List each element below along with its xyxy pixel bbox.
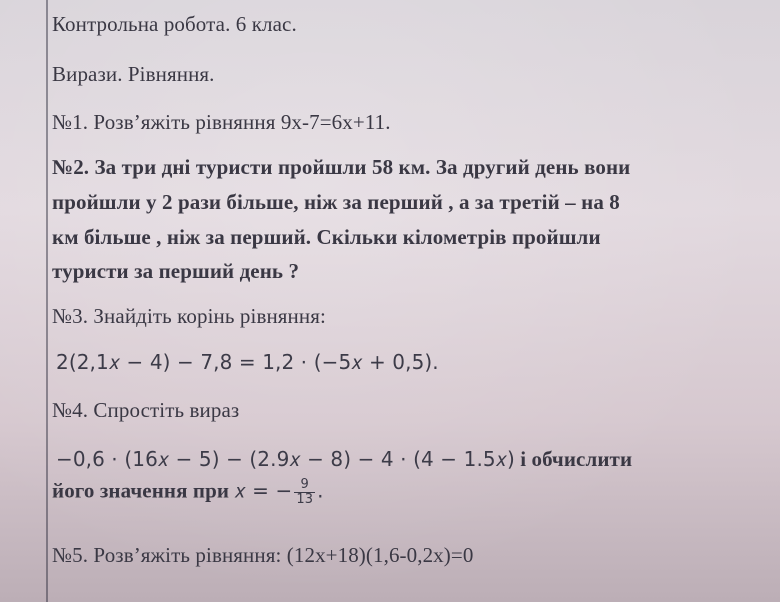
task-4-tail: і обчислити xyxy=(514,447,633,471)
task-2-line-3: км більше , ніж за перший. Скільки кілометрів пройшли xyxy=(52,225,601,249)
task-4-value-line xyxy=(52,478,324,507)
task-4-label: №4. Спростіть вираз xyxy=(52,398,240,422)
task-4-variable: 𝑥 = − xyxy=(234,478,293,503)
task-1: №1. Розв’яжіть рівняння 9х-7=6х+11. xyxy=(52,110,391,134)
task-4-end: . xyxy=(317,478,324,503)
task-4-expression: −0,6 ⋅ (16𝑥 − 5) − (2.9𝑥 − 8) − 4 ⋅ (4 − 1.5𝑥) xyxy=(56,447,515,471)
task-2-line-4: туристи за перший день ? xyxy=(52,259,300,283)
fraction-denominator: 13 xyxy=(296,492,314,507)
task-3-label: №3. Знайдіть корінь рівняння: xyxy=(52,304,326,328)
worksheet-title: Контрольна робота. 6 клас. xyxy=(52,12,297,36)
task-3-equation: 2(2,1𝑥 − 4) − 7,8 = 1,2 ⋅ (−5𝑥 + 0,5). xyxy=(56,350,439,374)
fraction-numerator: 9 xyxy=(294,478,315,493)
page-edge-line xyxy=(46,0,48,602)
task-5: №5. Розв’яжіть рівняння: (12х+18)(1,6-0,2х)=0 xyxy=(52,543,474,567)
task-4-fraction xyxy=(294,478,315,507)
task-4-expression-line xyxy=(56,447,632,472)
task-2-line-2: пройшли у 2 рази більше, ніж за перший , а за третій – на 8 xyxy=(52,190,620,214)
worksheet-topic: Вирази. Рівняння. xyxy=(52,62,215,86)
task-2-line-1: №2. За три дні туристи пройшли 58 км. За другий день вони xyxy=(52,155,631,179)
task-4-value-prefix: його значення при xyxy=(52,478,235,503)
